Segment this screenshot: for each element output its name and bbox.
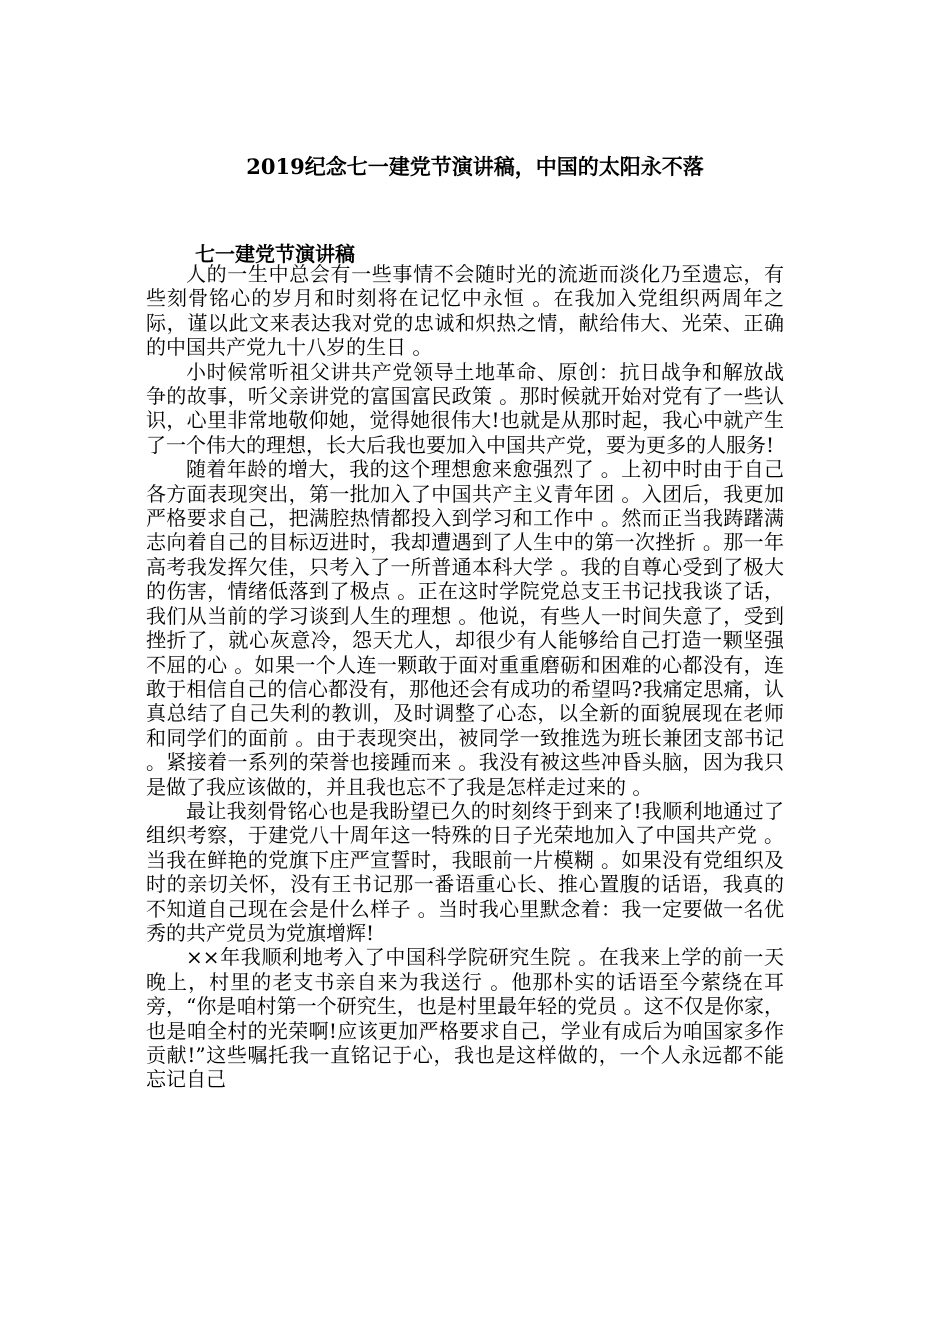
section-heading: 七一建党节演讲稿 [195,242,355,266]
paragraph: 人的一生中总会有一些事情不会随时光的流逝而淡化乃至遗忘，有些刻骨铭心的岁月和时刻将在记忆中永恒 。在我加入党组织两周年之际，谨以此文来表达我对党的忠诚和炽热之情，献给伟大、光荣、正确的中国共产党九十八岁的生日 。 [146,262,784,360]
document-title: 2019纪念七一建党节演讲稿，中国的太阳永不落 [246,154,704,179]
paragraph: ××年我顺利地考入了中国科学院研究生院 。在我来上学的前一天晚上，村里的老支书亲自来为我送行 。他那朴实的话语至今萦绕在耳旁，“你是咱村第一个研究生，也是村里最年轻的党员 。这不仅是你家，也是咱全村的光荣啊!应该更加严格要求自己，学业有成后为咱国家多作贡献!”这些嘱托我一直铭记于心，我也是这样做的，一个人永远都不能忘记自己 [146,945,784,1092]
paragraph: 最让我刻骨铭心也是我盼望已久的时刻终于到来了!我顺利地通过了组织考察，于建党八十周年这一特殊的日子光荣地加入了中国共产党 。当我在鲜艳的党旗下庄严宣誓时，我眼前一片模糊 。如果没有党组织及时的亲切关怀，没有王书记那一番语重心长、推心置腹的话语，我真的不知道自己现在会是什么样子 。当时我心里默念着：我一定要做一名优秀的共产党员为党旗增辉! [146,798,784,945]
paragraph: 随着年龄的增大，我的这个理想愈来愈强烈了 。上初中时由于自己各方面表现突出，第一批加入了中国共产主义青年团 。入团后，我更加严格要求自己，把满腔热情都投入到学习和工作中 。然而正当我踌躇满志向着自己的目标迈进时，我却遭遇到了人生中的第一次挫折 。那一年高考我发挥欠佳，只考入了一所普通本科大学 。我的自尊心受到了极大的伤害，情绪低落到了极点 。正在这时学院党总支王书记找我谈了话，我们从当前的学习谈到人生的理想 。他说，有些人一时间失意了，受到挫折了，就心灰意冷，怨天尤人，却很少有人能够给自己打造一颗坚强不屈的心 。如果一个人连一颗敢于面对重重磨砺和困难的心都没有，连敢于相信自己的信心都没有，那他还会有成功的希望吗?我痛定思痛，认真总结了自己失利的教训，及时调整了心态，以全新的面貌展现在老师和同学们的面前 。由于表现突出，被同学一致推选为班长兼团支部书记 。紧接着一系列的荣誉也接踵而来 。我没有被这些冲昏头脑，因为我只是做了我应该做的，并且我也忘不了我是怎样走过来的 。 [146,457,784,799]
document-body [146,262,784,1092]
paragraph: 小时候常听祖父讲共产党领导土地革命、原创：抗日战争和解放战争的故事，听父亲讲党的富国富民政策 。那时候就开始对党有了一些认识，心里非常地敬仰她，觉得她很伟大!也就是从那时起，我心中就产生了一个伟大的理想，长大后我也要加入中国共产党，要为更多的人服务! [146,359,784,457]
